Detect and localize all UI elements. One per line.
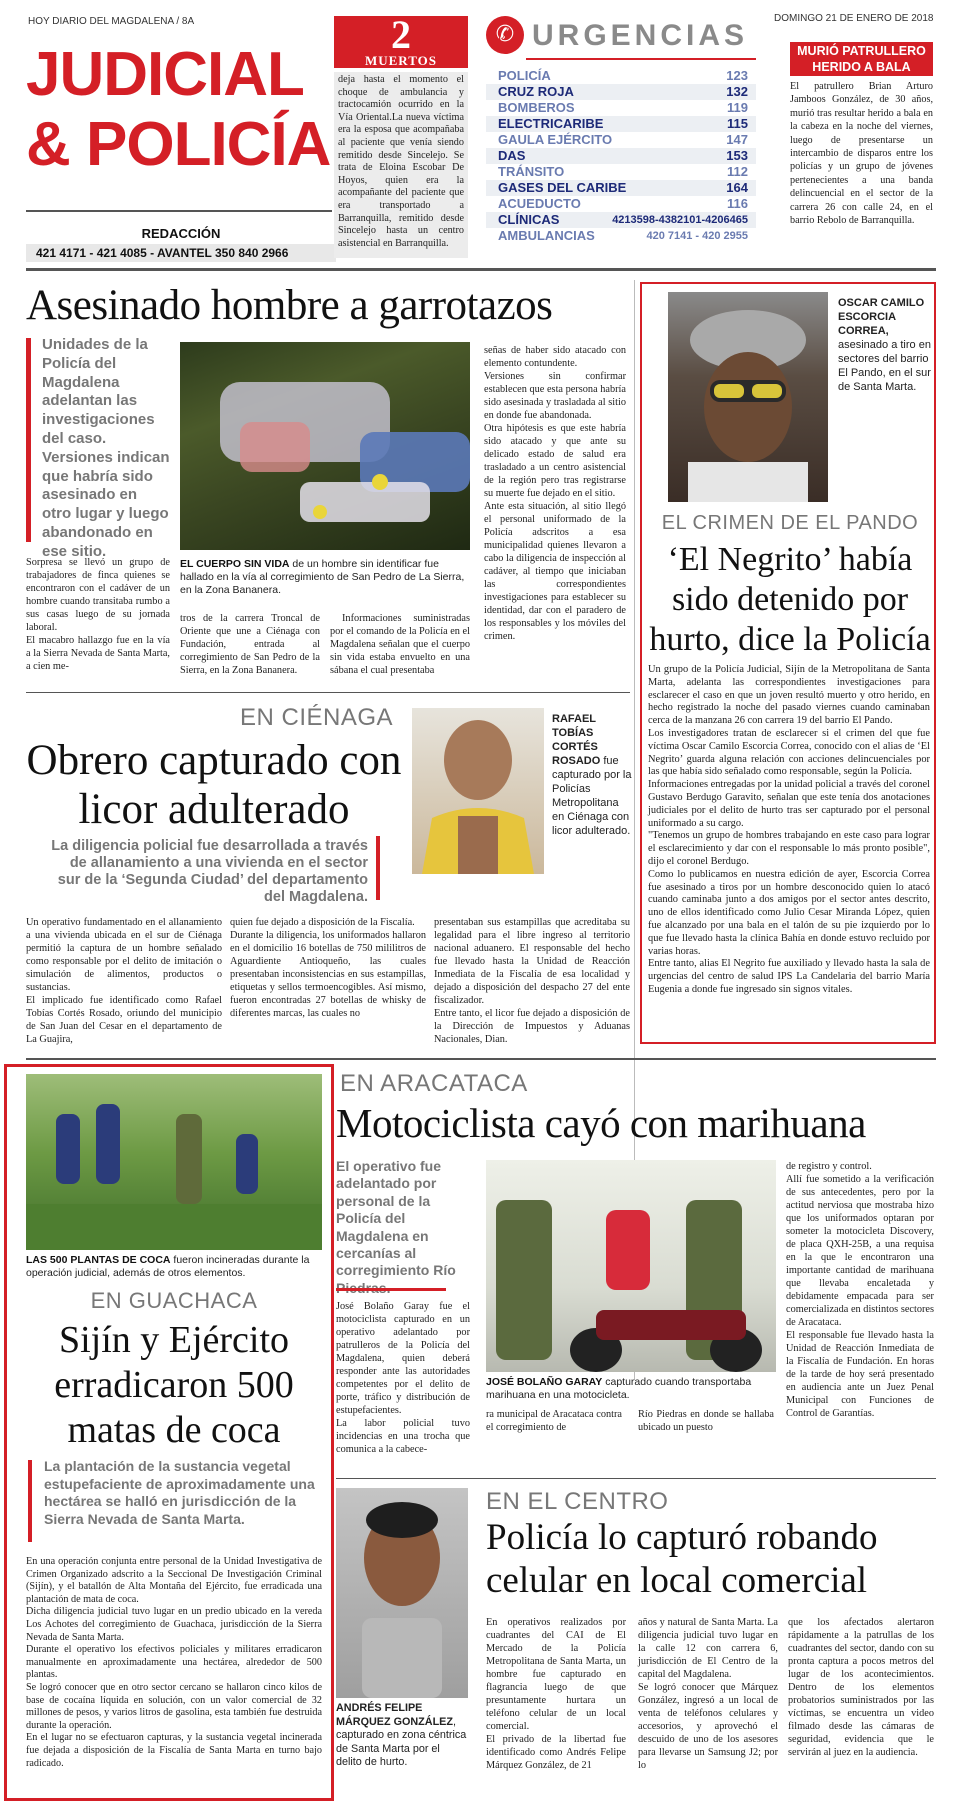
caption-andres-felipe-bold: ANDRÉS FELIPE MÁRQUEZ GONZÁLEZ bbox=[336, 1702, 453, 1728]
headline-celular: Policía lo capturó robando celular en local comercial bbox=[486, 1517, 878, 1601]
aracataca-col1: José Bolaño Garay fue el motociclista capturado en un operativo adelantado por patrulleros de la Policía del Magdalena, quien deberá responder ante las autoridades competentes por el delito de porte, tráfico y distribución de estupefacientes. La labor policial tuvo incidencias en una trocha que comunica a la cabece- bbox=[336, 1301, 470, 1455]
deck-guachaca: La plantación de la sustancia vegetal estupefaciente de aproximadamente una hectárea se halló en jurisdicción de la Sierra Nevada de Santa Marta. bbox=[44, 1458, 315, 1527]
photo-andres-felipe bbox=[336, 1488, 468, 1698]
urgencias-row bbox=[486, 116, 756, 132]
urgencias-row bbox=[486, 100, 756, 116]
lower-rule bbox=[26, 1058, 936, 1060]
aracataca-col2a: ra municipal de Aracataca contra el corregimiento de bbox=[486, 1409, 622, 1433]
masthead-rule bbox=[26, 210, 332, 212]
photo-coca-eradication bbox=[26, 1074, 322, 1250]
muertos-number: 2 bbox=[391, 12, 411, 57]
caption-andres-felipe bbox=[336, 1702, 468, 1770]
caption-oscar-camilo-rest: asesinado a tiro en sectores del barrio El Pando, en el sur de Santa Marta. bbox=[838, 339, 931, 393]
caption-coca bbox=[26, 1254, 322, 1280]
photo-body-found bbox=[180, 342, 470, 550]
aracataca-col3: de registro y control. Allí fue sometido a la verificación de sus antecedentes, pero por la actitud nerviosa que mostraba hizo que los uniformados optaran por someter la motocicleta Discovery, de placa QXH-25B, a una requisa en la que le encontraron una importante cantidad de marihuana que llevaba encaletada y debidamente empacada para ser comercializada en distintos sectores de Aracataca. El responsable fue llevado hasta la Unidad de Reacción Inmediata de la Fiscalía de Fundación. En horas de la tarde de hoy será presentado en audiencia ante un Juez Penal Municipal con Funciones de Control de Garantías. bbox=[786, 1161, 934, 1419]
urgencias-service-name: DAS bbox=[498, 148, 526, 163]
headline-guachaca: Sijín y Ejército erradicaron 500 matas de coca bbox=[54, 1319, 294, 1451]
urgencias-row bbox=[486, 148, 756, 164]
kicker-cienaga: EN CIÉNAGA bbox=[240, 704, 394, 731]
photo-jose-bolano bbox=[486, 1160, 776, 1372]
urgencias-service-name: GASES DEL CARIBE bbox=[498, 180, 627, 195]
section-title-judicial: JUDICIAL bbox=[26, 40, 304, 109]
urgencias-phone-number: 132 bbox=[726, 84, 748, 99]
photo-jose-bolano-art bbox=[486, 1160, 776, 1372]
urgencias-service-name: CRUZ ROJA bbox=[498, 84, 574, 99]
obrero-col1: Un operativo fundamentado en el allanamiento a una vivienda ubicada en el sur de Ciénaga permitió la captura de un hombre señalado como responsable por el delito de imitación o simulación de alimentos, productos o sustancias. El implicado fue identificado como Rafael Tobías Cortés Rosado, oriundo del municipio de San Juan del Cesar en el departamento de La Guajira, bbox=[26, 917, 222, 1045]
photo-rafael-tobias bbox=[412, 708, 544, 874]
urgencias-service-name: TRÁNSITO bbox=[498, 164, 565, 179]
kicker-centro: EN EL CENTRO bbox=[486, 1488, 669, 1515]
guachaca-body: En una operación conjunta entre personal de la Unidad Investigativa de Crimen Organizado adscrito a la Seccional De Investigación Criminal (Sijín), y el batallón de Alta Montaña del Ejército, fue erradicada una plantación de mata de coca. Dicha diligencia judicial tuvo lugar en un predio ubicado en la vereda Los Achotes del corregimiento de Guachaca, jurisdicción de la Sierra Nevada de Santa Marta. Durante el operativo los efectivos policiales y militares erradicaron manualmente en aproximadamente una hectárea, alrededor de 500 plantas. Se logró conocer que en otro sector cercano se hallaron cinco kilos de base de cocaína líquida en solución, con un valor comercial de 32 millones de pesos, y varios litros de gasolina, esta también fue destruida durante la operación. En el lugar no se efectuaron capturas, y la sustancia vegetal incinerada fue dejada a disposición de la Fiscalía de Santa Marta en turno bajo radicado. bbox=[26, 1556, 322, 1769]
deck-obrero: La diligencia policial fue desarrollada a través de allanamiento a una vivienda en el sector sur de la ‘Segunda Ciudad’ del departamento del Magdalena. bbox=[51, 838, 368, 905]
urgencias-phone-number: 164 bbox=[726, 180, 748, 195]
urgencias-service-name: ELECTRICARIBE bbox=[498, 116, 604, 131]
garrotazos-col1-text: Sorpresa se llevó un grupo de trabajadores de finca quienes se encontraron con el cadáver de un hombre cuando transitaba rumbo a sus casas luego de su jornada laboral. El macabro hallazgo fue en la vía a la Sierra Nevada de Santa Marta, a cien me- bbox=[26, 557, 170, 672]
urgencias-list bbox=[486, 68, 756, 244]
garrotazos-col2b: Informaciones suministradas por el comando de la Policía en el Magdalena señalan que el cuerpo sin vida estaba envuelto en una sábana el cual presentaba bbox=[330, 613, 470, 676]
folio: HOY DIARIO DEL MAGDALENA / 8A bbox=[28, 16, 195, 27]
photo-oscar-camilo bbox=[668, 292, 828, 502]
redaccion-phones: 421 4171 - 421 4085 - AVANTEL 350 840 2966 bbox=[26, 244, 336, 262]
garrotazos-col3: señas de haber sido atacado con elemento contundente. Versiones sin confirmar establecen que esta persona habría sido asesinada y trasladada al sitio en donde fue abandonada. Otra hipótesis es que este habría sido atacado y que ante su delicado estado de salud era trasladado a un centro asistencial de la región pero tras registrarse su muerte fue dejado en el sitio. Ante esta situación, al sitio llegó el personal uniformado de la Policía adscritos a esa municipalidad quienes llevaron a cabo la diligencia de inspección al cadáver, al tiempo que iniciaban las correspondientes investigaciones para establecer su identidad, dar con el paradero de los responsables y los móviles del crimen. bbox=[484, 345, 626, 642]
urgencias-phone-number: 153 bbox=[726, 148, 748, 163]
urgencias-row bbox=[486, 84, 756, 100]
garrotazos-col1 bbox=[26, 556, 170, 673]
photo-coca-eradication-art bbox=[26, 1074, 322, 1250]
issue-date: DOMINGO 21 DE ENERO DE 2018 bbox=[774, 13, 934, 24]
obrero-deck-bar bbox=[376, 836, 380, 900]
urgencias-service-name: ACUEDUCTO bbox=[498, 196, 581, 211]
obrero-col2: quien fue dejado a disposición de la Fiscalía. Durante la diligencia, los uniformados hallaron en el domicilio 16 botellas de 750 mililitros de Aguardiente Antioqueño, las cuales presentaban inconsistencias en sus estampillas, etiquetas y sellos termoencogibles. Así mismo, fueron encontradas 27 botellas de whisky de diferentes marcas, las cuales no bbox=[230, 917, 426, 1019]
urgencias-row bbox=[486, 228, 756, 244]
urgencias-phone-number: 123 bbox=[726, 68, 748, 83]
headline-obrero: Obrero capturado con licor adulterado bbox=[26, 737, 402, 833]
muertos-badge bbox=[334, 12, 468, 68]
headline-garrotazos: Asesinado hombre a garrotazos bbox=[26, 282, 553, 329]
caption-rafael-tobias bbox=[552, 712, 632, 838]
caption-jose-bolano-rest: capturado cuando transportaba marihuana en una motocicleta. bbox=[486, 1376, 752, 1401]
mid-rule bbox=[26, 692, 630, 693]
urgencias-phone-number: 4213598-4382101-4206465 bbox=[612, 214, 748, 226]
patrullero-text: El patrullero Brian Arturo Jamboos González, de 30 años, murió tras resultar herido a bala en la cabeza en la noche del viernes, luego de presentarse un intercambio de disparos entre los policías y un grupo de jóvenes pertenecientes a una banda delincuencial en el sector de la carrera 26 con calle 24, en el barrio Rebolo de Barranquilla. bbox=[790, 81, 933, 227]
redaccion-label: REDACCIÓN bbox=[141, 226, 221, 241]
deck-garrotazos: Unidades de la Policía del Magdalena adelantan las investigaciones del caso. Versiones indican que habría sido asesinado en otro lugar y luego abandonado en ese sitio. bbox=[42, 336, 170, 560]
deck-aracataca: El operativo fue adelantado por personal de la Policía del Magdalena en cercanías al corregimiento Río bbox=[336, 1158, 456, 1279]
urgencias-row bbox=[486, 132, 756, 148]
headline-aracataca: Motociclista cayó con marihuana bbox=[336, 1100, 866, 1146]
urgencias-row bbox=[486, 196, 756, 212]
urgencias-service-name: GAULA EJÉRCITO bbox=[498, 132, 613, 147]
urgencias-service-name: POLICÍA bbox=[498, 68, 551, 83]
top-rule bbox=[26, 268, 936, 271]
guachaca-deck-bar bbox=[28, 1460, 32, 1542]
photo-body-found-art bbox=[180, 342, 470, 550]
section-title-policia: & POLICÍA bbox=[26, 110, 331, 179]
caption-coca-bold: LAS 500 PLANTAS DE COCA bbox=[26, 1254, 171, 1266]
photo-rafael-tobias-art bbox=[412, 708, 544, 874]
urgencias-service-name: AMBULANCIAS bbox=[498, 228, 595, 243]
caption-coca-rest: fueron incineradas durante la operación judicial, además de otros elementos. bbox=[26, 1254, 310, 1279]
urgencias-phone-number: 115 bbox=[727, 116, 748, 131]
aracataca-col2b: Río Piedras en donde se hallaba ubicado un puesto bbox=[638, 1409, 774, 1433]
negrito-body: Un grupo de la Policía Judicial, Sijín de la Metropolitana de Santa Marta, adelanta las correspondientes investigaciones para esclarecer el caso en que un joven resultó muerto y otro herido, en hecho registrado la noche del pasado viernes cuando caminaban cerca de la manzana 26 con carrera 19 del barrio El Pando. Los investigadores tratan de esclarecer si el crimen del que fue víctima Oscar Camilo Escorcia Correa, conocido con el alias de ‘El Negrito’ guarda alguna relación con acciones delincuenciales por las que había sido señalado como responsable, según la Policía. Informaciones entregadas por la unidad policial a través del coronel Gustavo Berdugo Garavito, señalan que este tenía dos anotaciones judiciales por el delito de hurto tras ser capturado por el personal uniformado a su cargo. "Tenemos un grupo de hombres trabajando en este caso para lograr el esclarecimiento y dar con el responsable lo más pronto posible", dijo el coronel Berdugo. Como lo publicamos en nuestra edición de ayer, Escorcia Correa fue asesinado a tiros por un hombre desconocido quien lo atacó cuando caminaba junto a dos amigos por el sector antes descrito, uno de ellos identificado como Julio Cesar Miranda López, quien fue alcanzado por una bala en el talón de su pie izquierdo por lo que fue llevado hasta la clínica Bahía en donde estuvo recluido por varias horas. Entre tanto, alias El Negrito fue auxiliado y llevado hasta la sala de urgencias del centro de salud IPS La Candelaria del barrio María Eugenia a donde fue ingresado sin signos vitales. bbox=[648, 664, 930, 995]
caption-jose-bolano-bold: JOSÉ BOLAÑO GARAY bbox=[486, 1376, 603, 1388]
caption-rafael-tobias-bold: RAFAEL TOBÍAS CORTÉS ROSADO bbox=[552, 713, 601, 767]
phone-icon: ✆ bbox=[486, 16, 524, 54]
urgencias-row bbox=[486, 68, 756, 84]
urgencias-row bbox=[486, 180, 756, 196]
caption-garrotazos-rest: de un hombre sin identificar fue hallado en la vía al corregimiento de San Pedro de La Sierra, en la Zona Bananera. bbox=[180, 558, 465, 596]
urgencias-phone-number: 119 bbox=[727, 100, 748, 115]
celular-col3: que los afectados alertaron rápidamente a la patrullas de los cuadrantes del sector, dando con su pronta captura a pocos metros del lugar de los acontecimientos. Dentro de los elementos probatorios suministrados por las víctimas, se encuentra un video filmado desde las cámaras de seguridad, evidencia que le servirán al juez en la audiencia. bbox=[788, 1617, 934, 1758]
urgencias-phone-number: 147 bbox=[726, 132, 748, 147]
caption-rafael-tobias-rest: fue capturado por la Policías Metropolitana en Ciénaga con licor adulterado. bbox=[552, 755, 632, 837]
photo-andres-felipe-art bbox=[336, 1488, 468, 1698]
urgencias-row bbox=[486, 164, 756, 180]
garrotazos-col2a: tros de la carrera Troncal de Oriente que une a Ciénaga con Fundación, entrada al corregimiento de San Pedro de la Sierra, en la Zona Bananera. bbox=[180, 613, 320, 676]
urgencias-box bbox=[486, 16, 756, 262]
celular-rule bbox=[336, 1478, 936, 1479]
urgencias-service-name: BOMBEROS bbox=[498, 100, 575, 115]
urgencias-phone-number: 116 bbox=[727, 196, 748, 211]
caption-garrotazos bbox=[180, 558, 470, 597]
caption-oscar-camilo-bold: OSCAR CAMILO ESCORCIA CORREA, bbox=[838, 297, 925, 337]
kicker-pando: EL CRIMEN DE EL PANDO bbox=[661, 512, 919, 534]
caption-jose-bolano bbox=[486, 1376, 776, 1402]
kicker-aracataca: EN ARACATACA bbox=[340, 1070, 528, 1097]
caption-oscar-camilo bbox=[838, 296, 932, 394]
urgencias-phone-number: 420 7141 - 420 2955 bbox=[646, 230, 748, 242]
celular-col2: años y natural de Santa Marta. La diligencia judicial tuvo lugar en la calle 12 con carrera 6, jurisdicción de El Centro de la capital del Magdalena. Se logró conocer que Márquez González, ingresó a un local de venta de teléfonos celulares y accesorios, y aprovechó el descuido de uno de los asesores para llevarse un Samsung J2; por lo bbox=[638, 1617, 778, 1771]
urgencias-title: URGENCIAS bbox=[532, 19, 749, 52]
deck-bar bbox=[26, 338, 31, 542]
urgencias-phone-number: 112 bbox=[727, 164, 748, 179]
headline-negrito: ‘El Negrito’ había sido detenido por hurto, dice la Policía bbox=[649, 541, 931, 658]
celular-col1: En operativos realizados por cuadrantes del CAI de El Mercado de la Policía Metropolitana de Santa Marta, un hombre fue capturado en flagrancia luego de que presuntamente hurtara un teléfono celular de un local comercial. El privado de la libertad fue identificado como Andrés Felipe Márquez González, de 21 bbox=[486, 1617, 626, 1771]
urgencias-underline bbox=[526, 58, 756, 60]
photo-oscar-camilo-art bbox=[668, 292, 828, 502]
muertos-label: MUERTOS bbox=[364, 53, 438, 68]
urgencias-service-name: CLÍNICAS bbox=[498, 212, 560, 227]
obrero-col3: presentaban sus estampillas que acreditaba su legalidad para el libre ingreso al territorio nacional aduanero. El responsable del hecho fue llevado hasta la Unidad de Reacción Inmediata de la Fiscalía de esa localidad y dejado a disposición del despacho 27 del ente fiscalizador. Entre tanto, el licor fue dejado a disposición de la Dirección de Impuestos y Aduanas Nacionales, Dian. bbox=[434, 917, 630, 1045]
urgencias-row bbox=[486, 212, 756, 228]
aracataca-deck-underline bbox=[336, 1288, 446, 1291]
caption-andres-felipe-rest: , capturado en zona céntrica de Santa Marta por el delito de hurto. bbox=[336, 1715, 467, 1768]
patrullero-title: MURIÓ PATRULLERO HERIDO A BALA bbox=[790, 42, 933, 76]
caption-garrotazos-bold: EL CUERPO SIN VIDA bbox=[180, 558, 290, 570]
muertos-text: deja hasta el momento el choque de ambulancia y tractocamión ocurrido en la Vía Oriental.La nueva víctima era la esposa que acompañaba al paciente que venía siendo remitido desde Sincelejo. Se trata de Eloina Escobar De Hoyos, quien era la acompañante del paciente que era transportado a Barranquilla, remitido desde Sincelejo hasta un centro asistencial en Barranquilla. bbox=[334, 72, 468, 258]
kicker-guachaca: EN GUACHACA bbox=[90, 1288, 258, 1313]
